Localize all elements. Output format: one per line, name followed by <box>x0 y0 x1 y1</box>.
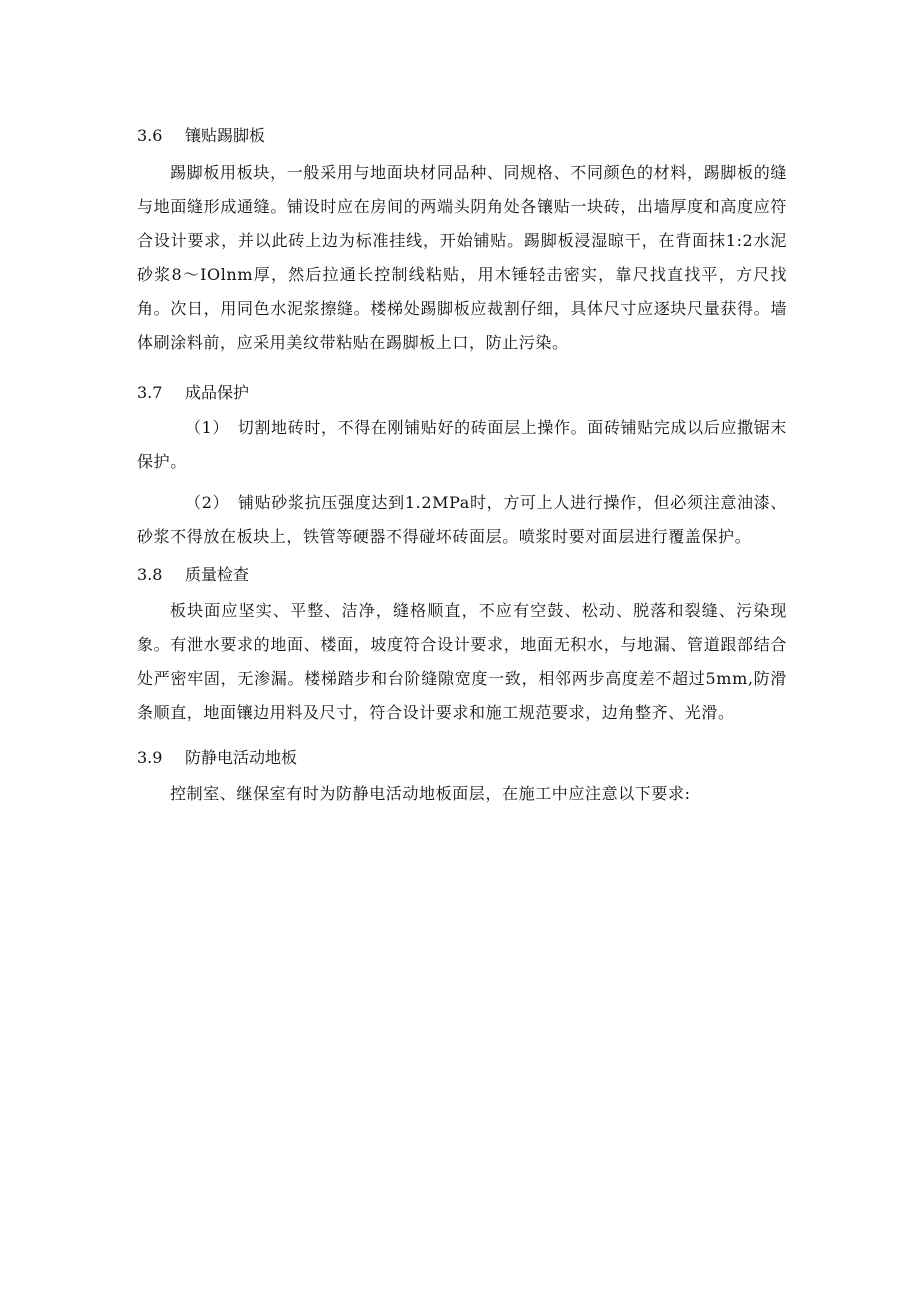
list-item-protection-2: （2） 铺贴砂浆抗压强度达到1.2MPa时，方可上人进行操作，但必须注意油漆、砂浆不得放在板块上，铁管等硬器不得碰坏砖面层。喷浆时要对面层进行覆盖保护。 <box>137 493 787 546</box>
paragraph-antistatic-floor: 控制室、继保室有时为防静电活动地板面层，在施工中应注意以下要求: <box>170 784 691 803</box>
section-heading-3-7 <box>137 381 249 405</box>
section-title: 成品保护 <box>185 383 250 402</box>
list-item-protection-1: （1） 切割地砖时，不得在刚铺贴好的砖面层上操作。面砖铺贴完成以后应撒锯末保护。 <box>137 418 787 471</box>
section-heading-3-9 <box>137 746 297 770</box>
section-title: 防静电活动地板 <box>185 748 298 767</box>
section-title: 镶贴踢脚板 <box>185 126 266 145</box>
section-title: 质量检查 <box>185 565 250 584</box>
section-number: 3.8 <box>137 565 163 584</box>
paragraph-quality-check: 板块面应坚实、平整、洁净，缝格顺直，不应有空鼓、松动、脱落和裂缝、污染现象。有泄水要求的地面、楼面，坡度符合设计要求，地面无积水，与地漏、管道跟部结合处严密牢固，无渗漏。楼梯踏步和台阶缝隙宽度一致，相邻两步高度差不超过5mm,防滑条顺直，地面镶边用料及尺寸，符合设计要求和施工规范要求，边角整齐、光滑。 <box>137 601 787 722</box>
section-heading-3-6 <box>137 124 265 148</box>
section-number: 3.7 <box>137 383 163 402</box>
section-heading-3-8 <box>137 563 249 587</box>
section-number: 3.9 <box>137 748 163 767</box>
section-number: 3.6 <box>137 126 163 145</box>
paragraph-baseboard: 踢脚板用板块，一般采用与地面块材同品种、同规格、不同颜色的材料，踢脚板的缝与地面缝形成通缝。铺设时应在房间的两端头阴角处各镶贴一块砖，出墙厚度和高度应符合设计要求，并以此砖上边为标准挂线，开始铺贴。踢脚板浸湿晾干，在背面抹1:2水泥砂浆8～IOlnm厚，然后拉通长控制线粘贴，用木锤轻击密实，靠尺找直找平，方尺找角。次日，用同色水泥浆擦缝。楼梯处踢脚板应裁割仔细，具体尺寸应逐块尺量获得。墙体刷涂料前，应采用美纹带粘贴在踢脚板上口，防止污染。 <box>137 163 787 352</box>
